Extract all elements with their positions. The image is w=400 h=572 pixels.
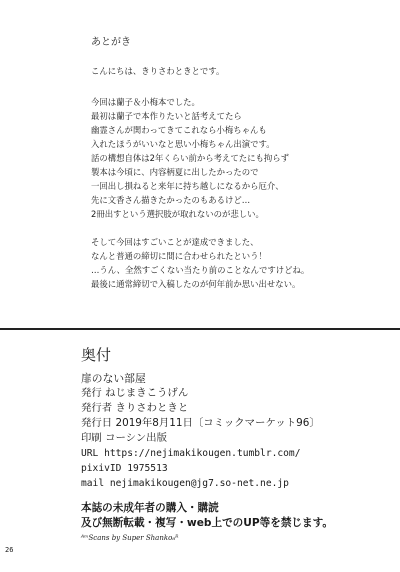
section-divider (0, 328, 400, 330)
text-line: 製本は今頃に、内容柄夏に出したかったので (91, 167, 259, 177)
author-line: 発行者 きりさわときと (81, 402, 189, 414)
text-line: そして今回はすごいことが達成できました、 (91, 237, 259, 247)
text-line: …うん、全然すごくない当たり前のことなんですけどね。 (91, 265, 310, 275)
afterword-paragraph-1 (91, 95, 391, 221)
copyright-notice (81, 501, 391, 531)
printer-line: 印刷 コーシン出版 (81, 432, 167, 444)
text-line: 一回出し損ねると来年に持ち越しになるから厄介、 (91, 181, 284, 191)
pixiv-line: pixivID 1975513 (81, 463, 168, 474)
afterword-title: あとがき (91, 37, 131, 48)
text-line: 最後に通常締切で入稿したのが何年前か思い出せない。 (91, 279, 301, 289)
publish-date-line: 発行日 2019年8月11日〔コミックマーケット96〕 (81, 417, 320, 429)
book-title: 扉のない部屋 (81, 372, 146, 385)
colophon-section (81, 345, 391, 543)
notice-line: 及び無断転載・複写・web上でのUP等を禁じます。 (81, 517, 333, 529)
afterword-greeting: こんにちは、きりさわときとです。 (91, 66, 225, 76)
text-line: 最初は蘭子で本作りたいと話考えてたら (91, 111, 242, 121)
page-number: 26 (5, 546, 14, 554)
text-line: 幽霊さんが関わってきてこれなら小梅ちゃんも (91, 125, 267, 135)
publisher-line: 発行 ねじまきこうげん (81, 387, 189, 399)
colophon-heading: 奥付 (81, 346, 112, 364)
text-line: 2冊出すという選択肢が取れないのが悲しい。 (91, 209, 264, 219)
scan-credit: ᴬᵐScans by Super Shanko₈ᴿ (81, 534, 179, 542)
url-line: URL https://nejimakikougen.tumblr.com/ (81, 448, 301, 459)
text-line: なんと普通の締切に間に合わせられたという！ (91, 251, 267, 261)
afterword-paragraph-2 (91, 235, 391, 291)
text-line: 今回は蘭子＆小梅本でした。 (91, 97, 200, 107)
afterword-section (91, 36, 391, 291)
text-line: 先に文香さん描きたかったのもあるけど… (91, 195, 251, 205)
text-line: 話の構想自体は2年くらい前から考えてたにも拘らず (91, 153, 289, 163)
text-line: 入れたほうがいいなと思い小梅ちゃん出演です。 (91, 139, 275, 149)
notice-line: 本誌の未成年者の購入・購読 (81, 502, 219, 514)
mail-line: mail nejimakikougen@jg7.so-net.ne.jp (81, 478, 289, 489)
